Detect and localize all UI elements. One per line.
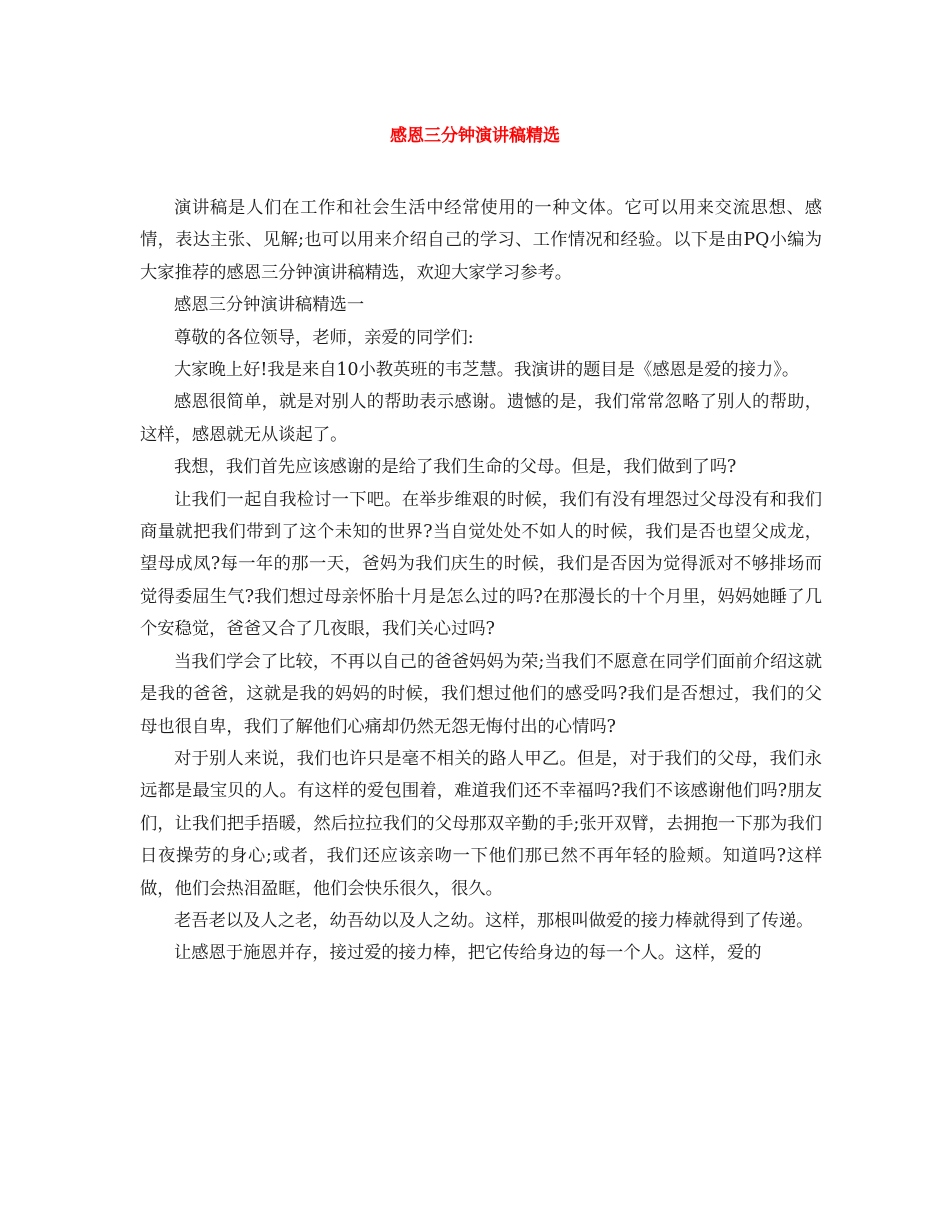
paragraph: 对于别人来说，我们也许只是毫不相关的路人甲乙。但是，对于我们的父母，我们永远都是最宝贝的人。有这样的爱包围着，难道我们还不幸福吗?我们不该感谢他们吗?朋友们，让我们把手捂暖，然后拉拉我们的父母那双辛勤的手;张开双臂，去拥抱一下那为我们日夜操劳的身心;或者，我们还应该亲吻一下他们那已然不再年轻的脸颊。知道吗?这样做，他们会热泪盈眶，他们会快乐很久，很久。 [140,748,822,899]
paragraph: 我想，我们首先应该感谢的是给了我们生命的父母。但是，我们做到了吗? [174,457,737,478]
paragraph: 演讲稿是人们在工作和社会生活中经常使用的一种文体。它可以用来交流思想、感情，表达主张、见解;也可以用来介绍自己的学习、工作情况和经验。以下是由PQ小编为大家推荐的感恩三分钟演讲稿精选，欢迎大家学习参考。 [140,198,822,283]
document-body [140,192,822,970]
paragraph: 老吾老以及人之老，幼吾幼以及人之幼。这样，那根叫做爱的接力棒就得到了传递。 [174,910,814,931]
paragraph: 感恩很简单，就是对别人的帮助表示感谢。遗憾的是，我们常常忽略了别人的帮助，这样，感恩就无从谈起了。 [140,392,822,445]
section-heading: 感恩三分钟演讲稿精选一 [174,295,365,316]
salutation: 尊敬的各位领导，老师，亲爱的同学们: [174,327,474,348]
paragraph: 大家晚上好!我是来自10小教英班的韦芝慧。我演讲的题目是《感恩是爱的接力》。 [174,360,800,381]
paragraph: 让感恩于施恩并存，接过爱的接力棒，把它传给身边的每一个人。这样，爱的 [174,943,762,964]
paragraph: 让我们一起自我检讨一下吧。在举步维艰的时候，我们有没有埋怨过父母没有和我们商量就把我们带到了这个未知的世界?当自觉处处不如人的时候，我们是否也望父成龙，望母成凤?每一年的那一天，爸妈为我们庆生的时候，我们是否因为觉得派对不够排场而觉得委屈生气?我们想过母亲怀胎十月是怎么过的吗?在那漫长的十个月里，妈妈她睡了几个安稳觉，爸爸又合了几夜眼，我们关心过吗? [140,489,822,640]
paragraph: 当我们学会了比较，不再以自己的爸爸妈妈为荣;当我们不愿意在同学们面前介绍这就是我的爸爸，这就是我的妈妈的时候，我们想过他们的感受吗?我们是否想过，我们的父母也很自卑，我们了解他们心痛却仍然无怨无悔付出的心情吗? [140,651,822,737]
document-title: 感恩三分钟演讲稿精选 [390,126,560,146]
